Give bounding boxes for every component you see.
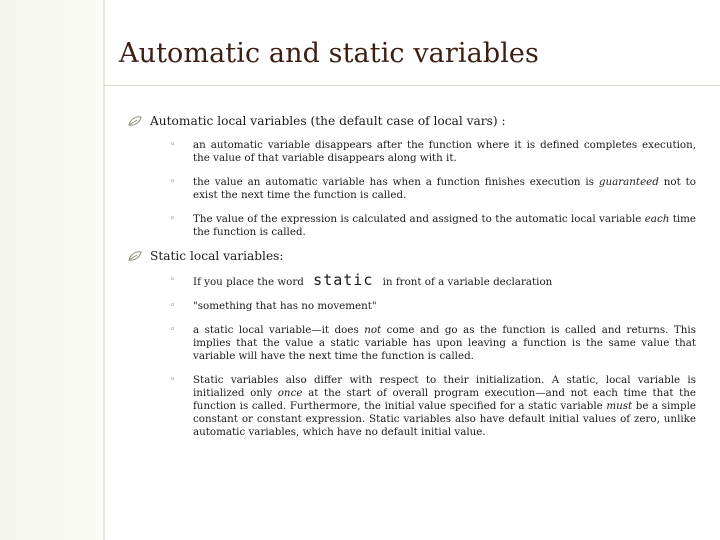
- title-divider: [103, 85, 720, 86]
- code-keyword: static: [313, 271, 374, 289]
- circle-bullet-icon: ◦: [170, 275, 176, 285]
- decorative-left-stripe: [0, 0, 103, 540]
- circle-bullet-icon: ◦: [170, 325, 176, 335]
- leaf-bullet-icon: [128, 115, 142, 127]
- circle-bullet-icon: ◦: [170, 177, 176, 187]
- circle-bullet-icon: ◦: [170, 140, 176, 150]
- list-item: ◦ "something that has no movement": [170, 300, 377, 312]
- stripe-divider: [103, 0, 105, 540]
- list-item: ◦ the value an automatic variable has when a function finishes execution is guaranteed not to exist the next time the function is called.: [170, 176, 696, 201]
- section-heading: Automatic local variables (the default case of local vars) :: [150, 114, 506, 128]
- list-item: ◦ an automatic variable disappears after the function where it is defined completes execution, the value of that variable disappears along with it.: [170, 139, 696, 164]
- emphasis-text: each: [644, 213, 670, 225]
- emphasis-text: must: [606, 400, 633, 412]
- circle-bullet-icon: ◦: [170, 301, 176, 311]
- emphasis-text: guaranteed: [598, 176, 659, 188]
- list-item: ◦ The value of the expression is calculated and assigned to the automatic local variable each time the function is called.: [170, 213, 697, 238]
- circle-bullet-icon: ◦: [170, 375, 176, 385]
- leaf-bullet-icon: [128, 250, 142, 262]
- section-static: [128, 248, 696, 439]
- section-automatic: [128, 113, 696, 239]
- circle-bullet-icon: ◦: [170, 214, 176, 224]
- list-item: ◦ Static variables also differ with respect to their initialization. A static, local variable is initialized only once at the start of overall program execution—and not each time that the function is called. Furthermore, the initial value specified for a static variable must be a simple constant or constant expression. Static variables also have default initial values of zero, unlike automatic variables, which have no default initial value.: [170, 374, 697, 438]
- emphasis-text: once: [277, 387, 303, 399]
- slide-title: Automatic and static variables: [119, 38, 539, 69]
- list-item: ◦ a static local variable—it does not come and go as the function is called and returns. This implies that the value a static variable has upon leaving a function is the same value that variable will have the next time the function is called.: [170, 324, 696, 362]
- emphasis-text: not: [364, 324, 382, 336]
- slide-content: [128, 113, 696, 450]
- list-item: ◦ If you place the word static in front of a variable declaration: [170, 271, 553, 289]
- section-heading: Static local variables:: [150, 249, 284, 263]
